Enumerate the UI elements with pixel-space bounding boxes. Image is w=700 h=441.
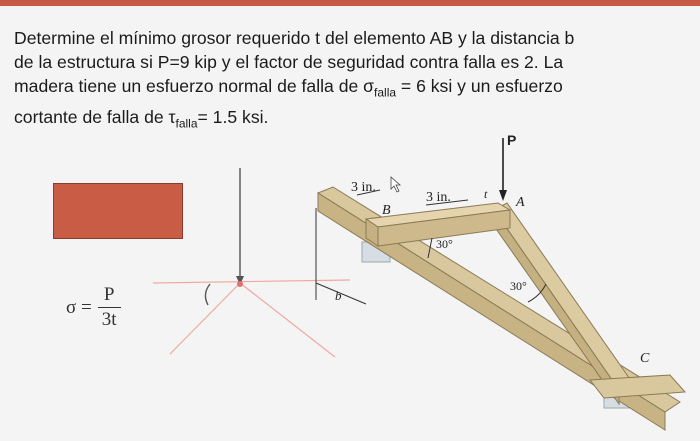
label-load-p: P [507,132,517,148]
label-thickness-t: t [484,187,488,201]
sigma-subscript: falla [374,85,397,100]
sketch-diagonal-right [240,283,335,357]
load-arrowhead-p [499,190,507,201]
label-angle-right: 30° [510,279,527,293]
tau-subscript: falla [175,116,198,131]
label-distance-b: b [335,288,342,303]
label-b-joint: B [382,203,391,218]
label-c-joint: C [640,351,650,366]
line3-text: madera tiene un esfuerzo normal de falla de σ [14,76,375,96]
sketch-annotations [153,280,350,357]
line3-tail: = 6 ksi y un esfuerzo [396,76,563,96]
formula-denominator: 3t [98,307,121,331]
sketch-angle-arc [205,284,210,305]
label-3in-left: 3 in. [351,180,376,195]
sketch-horizontal-line [153,280,350,283]
line4-text: cortante de falla de τ [14,106,176,127]
mouse-cursor-icon [391,177,400,192]
label-angle-top: 30° [436,237,453,251]
formula-numerator: P [103,284,115,305]
line4-tail: = 1.5 ksi. [197,106,269,127]
formula-lhs: σ = [66,296,92,318]
label-3in-right: 3 in. [426,190,451,205]
problem-line-2: de la estructura si P=9 kip y el factor de seguridad contra falla es 2. La [14,52,564,72]
problem-line-1: Determine el mínimo grosor requerido t del elemento AB y la distancia b [14,28,575,48]
sketch-point [237,281,243,287]
label-a-joint: A [516,195,525,210]
